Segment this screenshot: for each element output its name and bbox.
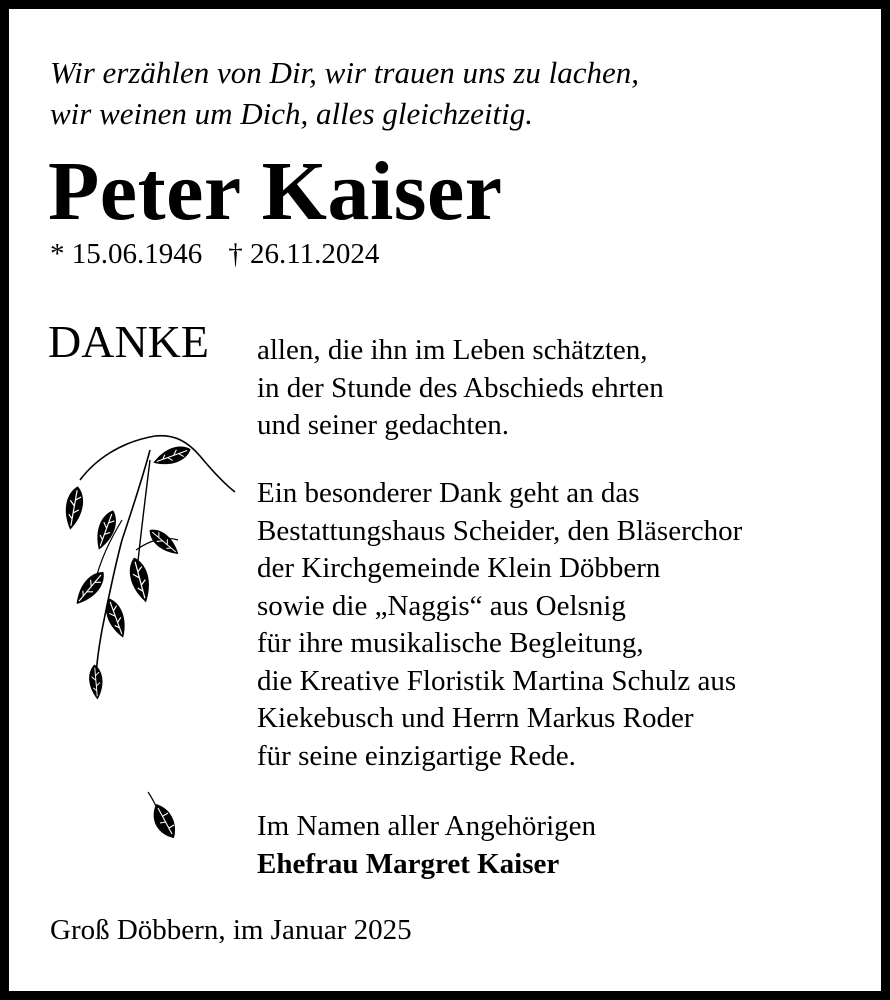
paragraph-line: sowie die „Naggis“ aus Oelsnig xyxy=(257,589,626,622)
paragraph-line: die Kreative Floristik Martina Schulz aus xyxy=(257,664,737,697)
paragraph-line: der Kirchgemeinde Klein Döbbern xyxy=(257,552,661,584)
paragraph-line: allen, die ihn im Leben schätzten, xyxy=(257,334,648,366)
paragraph-line: in der Stunde des Abschieds ehrten xyxy=(257,371,664,404)
opening-quote xyxy=(50,52,639,134)
signature-name: Ehefrau Margret Kaiser xyxy=(257,847,560,880)
quote-line: Wir erzählen von Dir, wir trauen uns zu lachen, xyxy=(50,55,639,90)
place-and-date: Groß Döbbern, im Januar 2025 xyxy=(50,914,412,946)
death-date: † 26.11.2024 xyxy=(228,238,380,270)
signature-block xyxy=(257,808,596,883)
signature-intro: Im Namen aller Angehörigen xyxy=(257,810,597,842)
paragraph-line: Ein besonderer Dank geht an das xyxy=(257,477,640,509)
thanks-paragraph-general xyxy=(257,332,664,445)
paragraph-line: Kiekebusch und Herrn Markus Roder xyxy=(257,702,694,734)
deceased-name: Peter Kaiser xyxy=(48,145,503,238)
paragraph-line: Bestattungshaus Scheider, den Bläserchor xyxy=(257,514,743,547)
falling-leaf-icon xyxy=(138,788,186,850)
leafy-branch-icon xyxy=(50,430,240,710)
paragraph-line: für ihre musikalische Begleitung, xyxy=(257,627,644,659)
birth-date: * 15.06.1946 xyxy=(50,238,203,270)
paragraph-line: für seine einzigartige Rede. xyxy=(257,739,576,772)
quote-line: wir weinen um Dich, alles gleichzeitig. xyxy=(50,96,534,131)
paragraph-line: und seiner gedachten. xyxy=(257,409,510,441)
thanks-heading: DANKE xyxy=(48,316,209,367)
life-dates xyxy=(50,236,379,272)
thanks-paragraph-special xyxy=(257,475,742,775)
